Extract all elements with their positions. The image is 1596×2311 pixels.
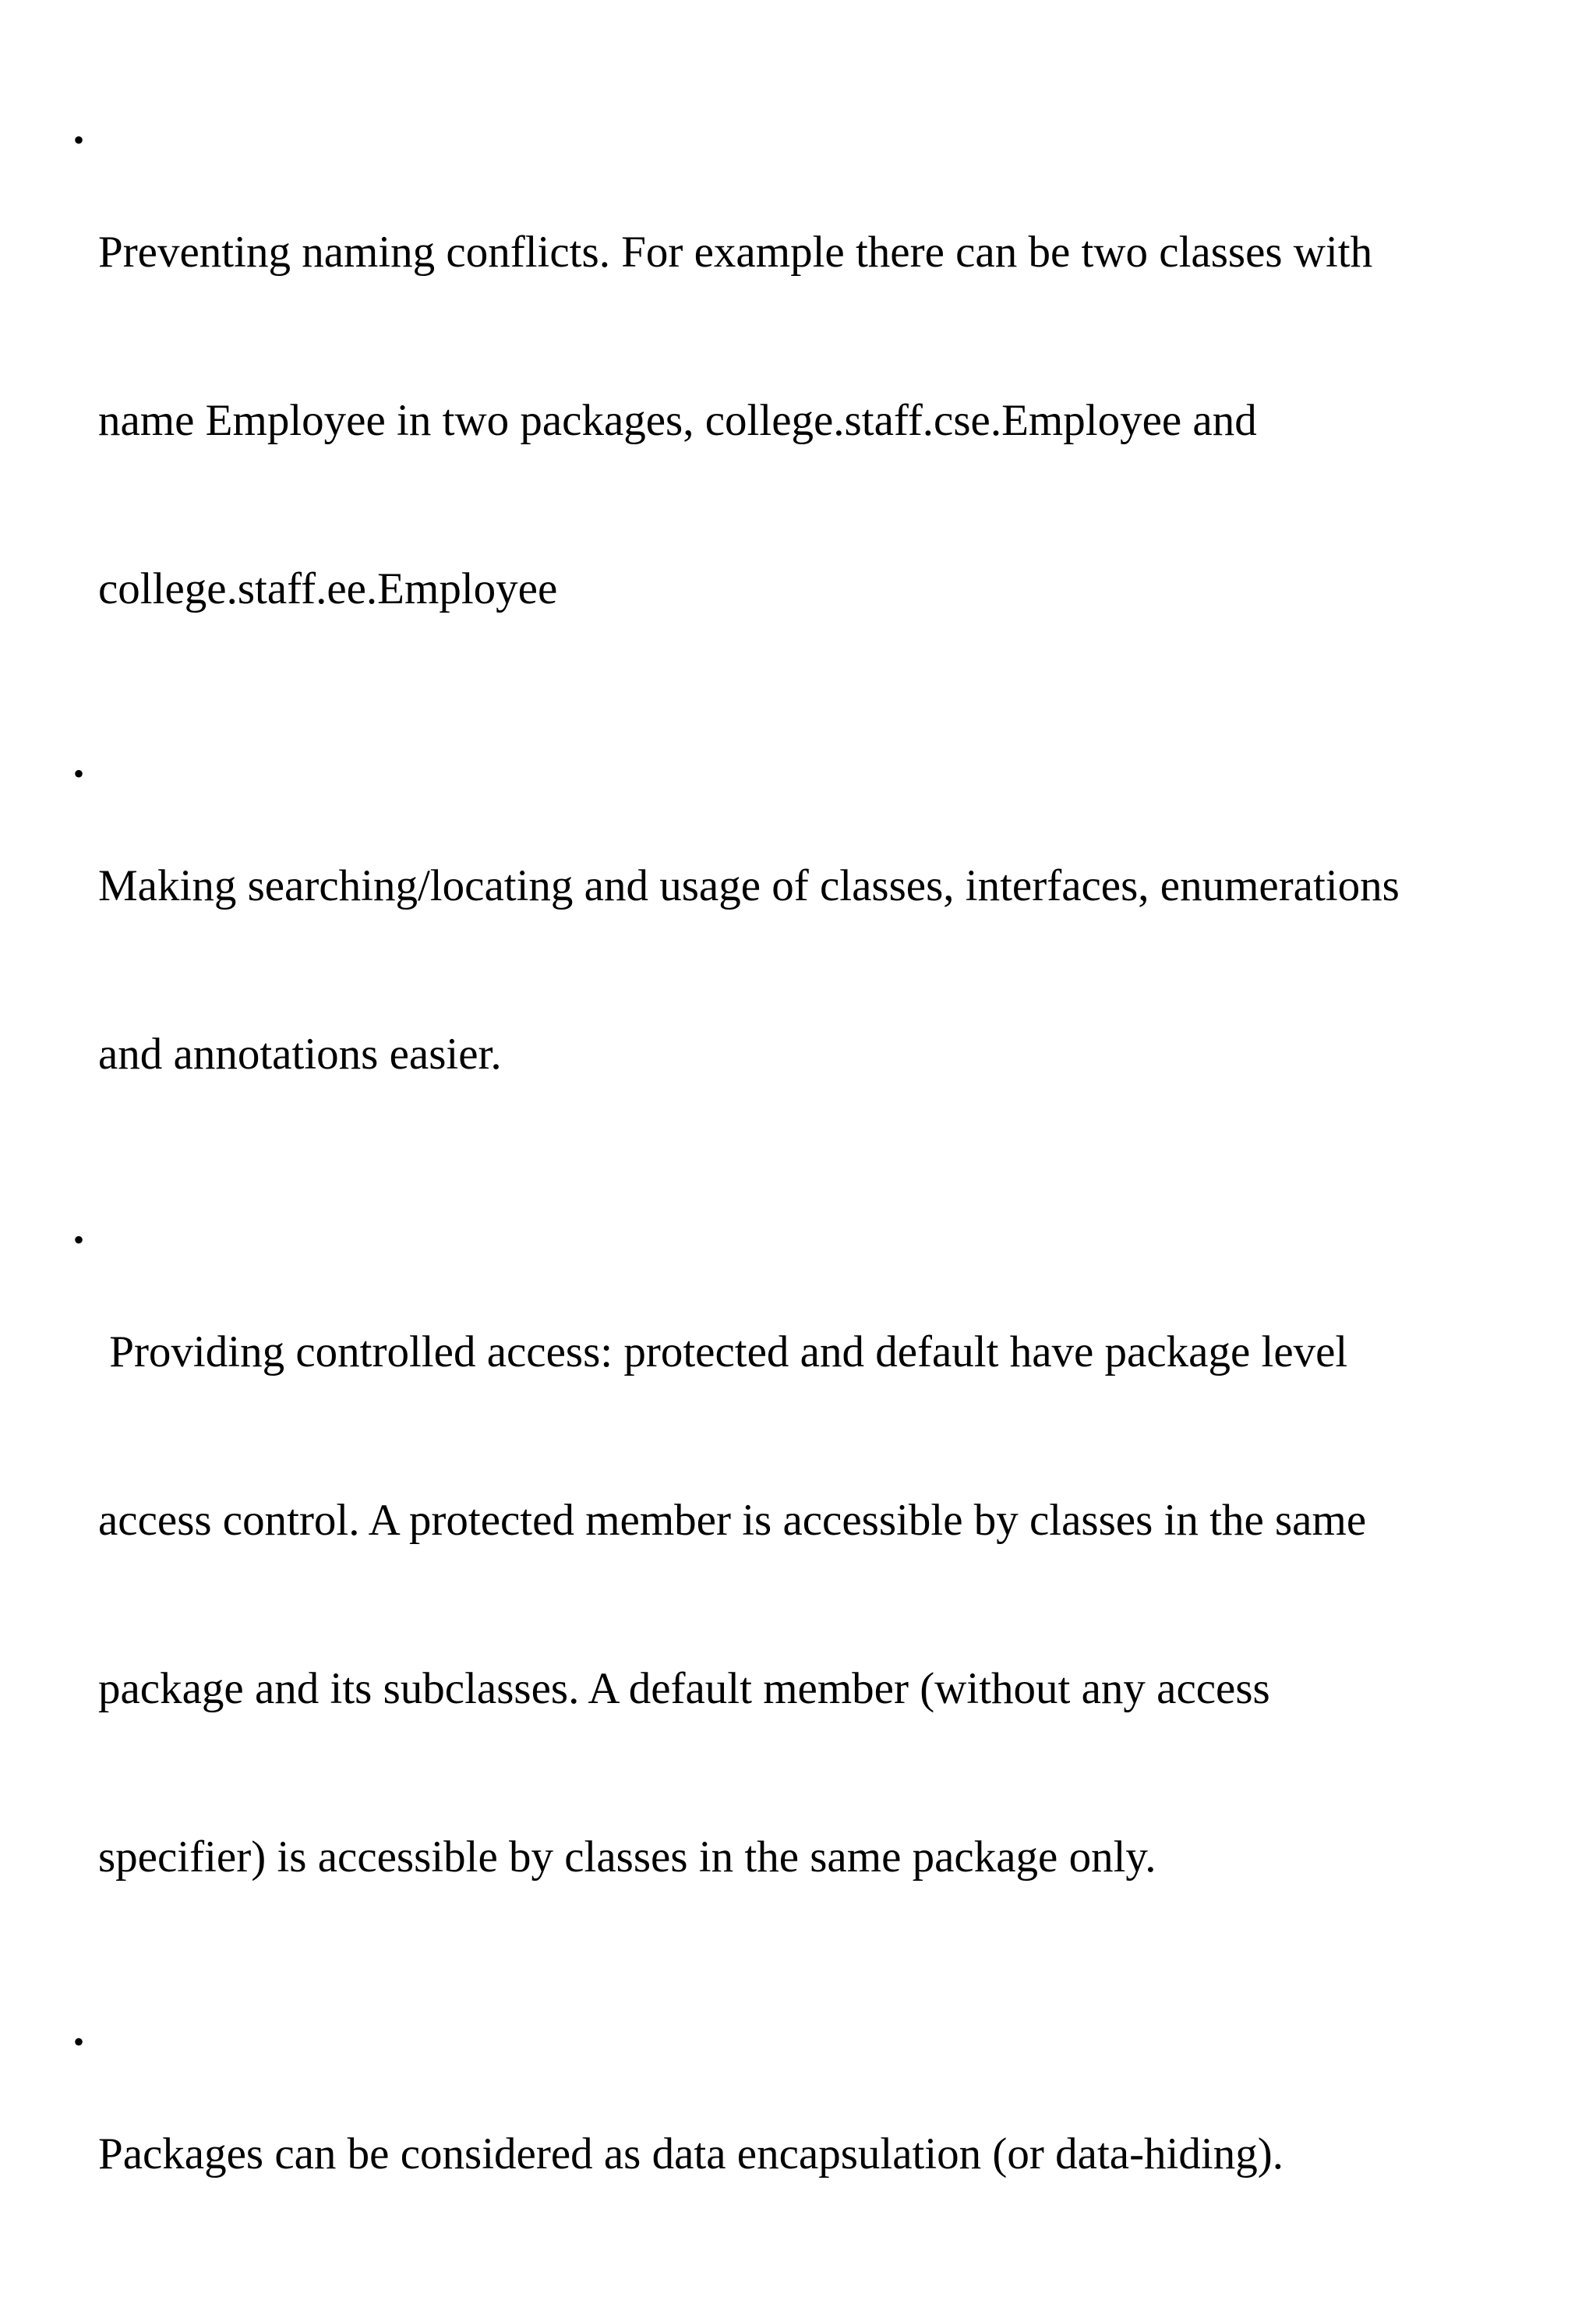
bullet-line: Making searching/locating and usage of classes, interfaces, enumerations [98,861,1400,910]
bullet-list [73,112,1507,2311]
bullet-item-naming-conflicts [73,112,1507,730]
bullet-dot-icon: • [73,122,85,157]
bullet-item-searching-usage [73,746,1507,1195]
bullet-line: access control. A protected member is accessible by classes in the same [98,1496,1367,1545]
bullet-line: specifier) is accessible by classes in the same package only. [98,1832,1156,1882]
bullet-text [98,112,1507,730]
bullet-dot-icon: • [73,756,85,791]
bullet-text [98,1212,1507,1998]
bullet-line: package and its subclasses. A default member (without any access [98,1664,1270,1713]
bullet-item-data-encapsulation [73,2014,1507,2295]
bullet-dot-icon: • [73,1222,85,1257]
bullet-line: Preventing naming conflicts. For example there can be two classes with [98,228,1373,277]
bullet-line: college.staff.ee.Employee [98,564,558,613]
bullet-text [98,2014,1507,2295]
bullet-line: Packages can be considered as data encapsulation (or data-hiding). [98,2129,1284,2178]
bullet-item-controlled-access [73,1212,1507,1998]
bullet-line: name Employee in two packages, college.staff.cse.Employee and [98,396,1257,445]
bullet-line: Providing controlled access: protected and default have package level [98,1327,1348,1376]
bullet-line: and annotations easier. [98,1030,502,1079]
bullet-text [98,746,1507,1195]
bullet-dot-icon: • [73,2024,85,2059]
